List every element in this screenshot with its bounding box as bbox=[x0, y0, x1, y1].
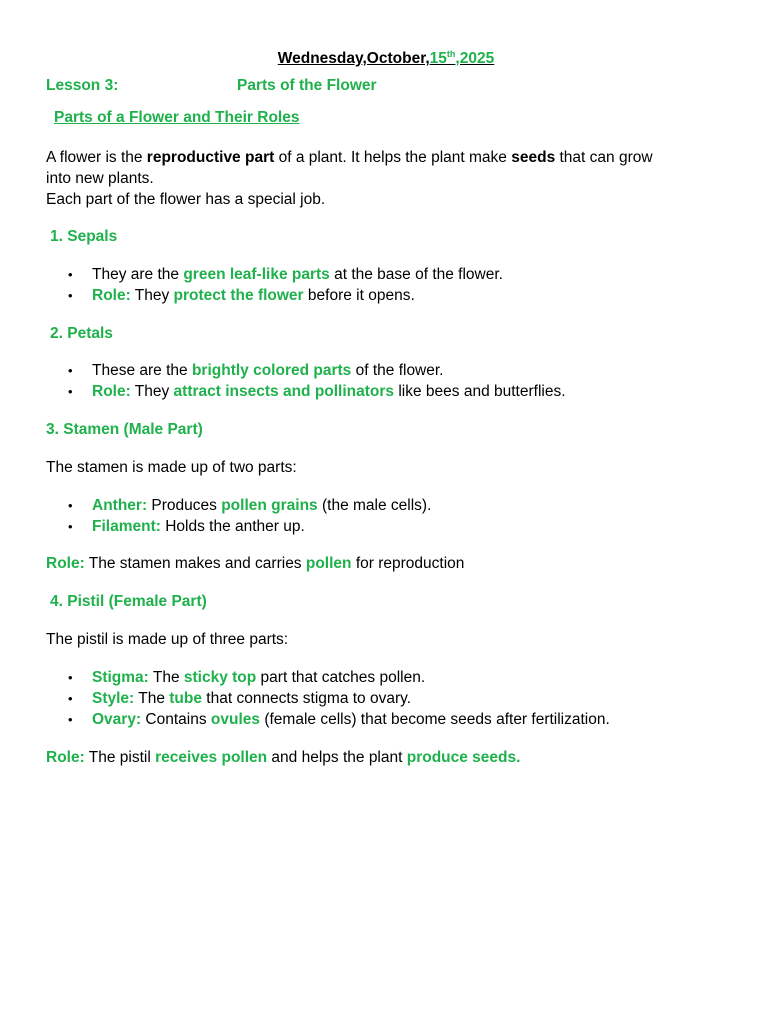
highlight-text: Style: bbox=[92, 690, 135, 707]
bold-text: reproductive part bbox=[146, 149, 275, 166]
bullet-icon: • bbox=[68, 288, 73, 303]
text-segment: at the base of the flower. bbox=[329, 266, 503, 283]
text-segment: The stamen makes and carries bbox=[84, 555, 306, 572]
text-segment: and helps the plant bbox=[267, 749, 407, 766]
text-segment: They bbox=[130, 287, 174, 304]
date-suffix: th bbox=[446, 49, 456, 59]
bullet-icon: • bbox=[68, 712, 73, 727]
bullet-icon: • bbox=[68, 498, 73, 513]
pistil-role bbox=[46, 748, 520, 768]
intro-line-3 bbox=[46, 190, 325, 210]
text-segment: like bees and butterflies. bbox=[394, 383, 566, 400]
bullet-icon: • bbox=[68, 363, 73, 378]
highlight-text: sticky top bbox=[183, 669, 257, 686]
text-segment: of a plant. It helps the plant make bbox=[274, 149, 512, 166]
lesson-title: Parts of the Flower bbox=[237, 77, 377, 94]
bullet-icon: • bbox=[68, 384, 73, 399]
pistil-intro: The pistil is made up of three parts: bbox=[46, 631, 289, 648]
text-segment: Each part of the flower has a special job. bbox=[46, 191, 326, 208]
highlight-text: Role: bbox=[46, 555, 85, 572]
text-segment: Holds the anther up. bbox=[160, 518, 305, 535]
list-item-text bbox=[92, 361, 444, 381]
sepals-heading: 1. Sepals bbox=[50, 228, 118, 245]
text-segment: A flower is the bbox=[46, 149, 147, 166]
text-segment: Produces bbox=[147, 497, 222, 514]
lesson-label: Lesson 3: bbox=[46, 77, 119, 94]
highlight-text: Anther: bbox=[92, 497, 148, 514]
bold-text: seeds bbox=[511, 149, 556, 166]
text-segment: They are the bbox=[92, 266, 184, 283]
bullet-icon: • bbox=[68, 519, 73, 534]
highlight-text: protect the flower bbox=[173, 287, 304, 304]
bullet-icon: • bbox=[68, 670, 73, 685]
highlight-text: pollen bbox=[305, 555, 352, 572]
highlight-text: pollen grains bbox=[221, 497, 318, 514]
highlight-text: receives pollen bbox=[155, 749, 268, 766]
text-segment: that connects stigma to ovary. bbox=[201, 690, 412, 707]
highlight-text: Filament: bbox=[92, 518, 161, 535]
text-segment: (the male cells). bbox=[317, 497, 432, 514]
list-item-text bbox=[92, 382, 566, 402]
text-segment: of the flower. bbox=[351, 362, 444, 379]
text-segment: for reproduction bbox=[351, 555, 465, 572]
list-item-text bbox=[92, 265, 503, 285]
highlight-text: green leaf-like parts bbox=[183, 266, 330, 283]
highlight-text: Ovary: bbox=[92, 711, 142, 728]
text-segment: The bbox=[134, 690, 170, 707]
highlight-text: Stigma: bbox=[92, 669, 149, 686]
text-segment: Contains bbox=[141, 711, 211, 728]
stamen-intro: The stamen is made up of two parts: bbox=[46, 459, 297, 476]
text-segment: The pistil bbox=[84, 749, 156, 766]
page-subtitle: Parts of a Flower and Their Roles bbox=[54, 109, 300, 126]
list-item-text bbox=[92, 689, 411, 709]
highlight-text: Role: bbox=[92, 287, 131, 304]
stamen-role bbox=[46, 554, 464, 574]
highlight-text: brightly colored parts bbox=[191, 362, 352, 379]
pistil-heading: 4. Pistil (Female Part) bbox=[50, 593, 207, 610]
highlight-text: Role: bbox=[46, 749, 85, 766]
list-item-text bbox=[92, 710, 610, 730]
list-item-text bbox=[92, 668, 425, 688]
list-item-text bbox=[92, 496, 431, 516]
highlight-text: ovules bbox=[210, 711, 261, 728]
list-item-text bbox=[92, 286, 415, 306]
stamen-heading: 3. Stamen (Male Part) bbox=[46, 421, 203, 438]
text-segment: (female cells) that become seeds after fertilization. bbox=[260, 711, 610, 728]
highlight-text: tube bbox=[169, 690, 202, 707]
text-segment: into new plants. bbox=[46, 170, 154, 187]
date-line bbox=[46, 44, 726, 69]
bullet-icon: • bbox=[68, 267, 73, 282]
text-segment: These are the bbox=[92, 362, 192, 379]
highlight-text: Role: bbox=[92, 383, 131, 400]
list-item-text bbox=[92, 517, 305, 537]
text-segment: The bbox=[148, 669, 184, 686]
intro-line-1 bbox=[46, 148, 653, 168]
highlight-text: attract insects and pollinators bbox=[173, 383, 395, 400]
date-text: Wednesday,October, bbox=[277, 50, 430, 68]
highlight-text: produce seeds. bbox=[406, 749, 521, 766]
text-segment: that can grow bbox=[555, 149, 653, 166]
text-segment: part that catches pollen. bbox=[256, 669, 426, 686]
text-segment: before it opens. bbox=[303, 287, 415, 304]
petals-heading: 2. Petals bbox=[50, 325, 113, 342]
bullet-icon: • bbox=[68, 691, 73, 706]
text-segment: They bbox=[130, 383, 174, 400]
date-day: 15th,2025 bbox=[429, 49, 495, 68]
intro-line-2 bbox=[46, 169, 154, 189]
